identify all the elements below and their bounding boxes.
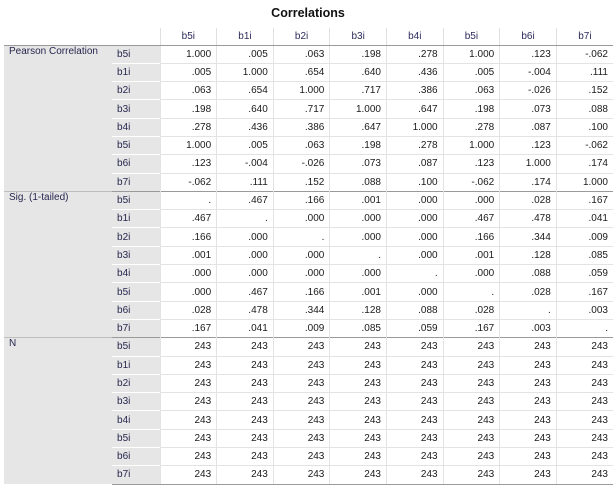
table-cell: .640 [330, 63, 387, 81]
table-cell: .005 [217, 45, 274, 63]
table-cell: .059 [386, 319, 443, 337]
table-cell: 243 [160, 338, 217, 356]
table-cell: 1.000 [273, 82, 330, 100]
table-cell: 243 [273, 338, 330, 356]
table-cell: 243 [273, 448, 330, 466]
table-cell: 243 [386, 466, 443, 484]
row-label: b7i [112, 173, 160, 191]
table-cell: 243 [500, 448, 557, 466]
table-cell: .000 [160, 265, 217, 283]
table-cell: .028 [500, 283, 557, 301]
table-cell: .041 [217, 319, 274, 337]
row-label: b5i [112, 191, 160, 209]
table-cell: .436 [386, 63, 443, 81]
row-label: b2i [112, 82, 160, 100]
table-cell: . [443, 283, 500, 301]
table-cell: .073 [330, 155, 387, 173]
table-cell: .386 [386, 82, 443, 100]
table-cell: .063 [273, 136, 330, 154]
table-cell: .478 [500, 210, 557, 228]
row-label: b4i [112, 118, 160, 136]
table-cell: -.004 [217, 155, 274, 173]
table-cell: 243 [443, 429, 500, 447]
table-row [4, 191, 613, 209]
table-cell: .000 [273, 210, 330, 228]
table-cell: 243 [217, 448, 274, 466]
table-cell: .647 [386, 100, 443, 118]
table-cell: .028 [500, 191, 557, 209]
table-cell: 243 [500, 393, 557, 411]
table-cell: .088 [500, 265, 557, 283]
table-cell: .467 [217, 191, 274, 209]
row-label: b5i [112, 283, 160, 301]
row-label: b6i [112, 301, 160, 319]
header-blank-row [112, 28, 160, 45]
table-cell: .344 [273, 301, 330, 319]
table-cell: .085 [330, 319, 387, 337]
table-cell: .088 [330, 173, 387, 191]
table-cell: 243 [160, 466, 217, 484]
table-cell: 243 [386, 429, 443, 447]
table-cell: .344 [500, 228, 557, 246]
table-cell: .167 [556, 283, 613, 301]
header-blank-group [4, 28, 112, 45]
table-cell: 243 [386, 338, 443, 356]
table-cell: 243 [330, 448, 387, 466]
table-cell: 243 [500, 429, 557, 447]
table-cell: .028 [160, 301, 217, 319]
table-cell: 243 [160, 356, 217, 374]
table-cell: 243 [330, 429, 387, 447]
table-cell: .174 [556, 155, 613, 173]
row-label: b5i [112, 429, 160, 447]
table-cell: 243 [556, 393, 613, 411]
table-cell: .000 [386, 228, 443, 246]
row-label: b5i [112, 136, 160, 154]
table-cell: 1.000 [330, 100, 387, 118]
table-cell: .152 [273, 173, 330, 191]
table-cell: 243 [443, 338, 500, 356]
table-cell: .278 [386, 136, 443, 154]
table-cell: 243 [273, 466, 330, 484]
table-cell: .174 [500, 173, 557, 191]
table-cell: -.062 [160, 173, 217, 191]
table-cell: 243 [160, 429, 217, 447]
table-cell: .123 [443, 155, 500, 173]
table-cell: .000 [330, 228, 387, 246]
group-label: N [4, 338, 112, 484]
table-cell: .000 [386, 210, 443, 228]
table-cell: 243 [217, 338, 274, 356]
table-cell: .647 [330, 118, 387, 136]
table-cell: 243 [273, 356, 330, 374]
table-cell: .003 [556, 301, 613, 319]
table-cell: .128 [330, 301, 387, 319]
table-cell: .198 [330, 136, 387, 154]
correlations-table [4, 28, 613, 485]
table-cell: .111 [217, 173, 274, 191]
column-header: b5i [160, 28, 217, 45]
table-cell: .166 [160, 228, 217, 246]
row-label: b5i [112, 338, 160, 356]
header-row [4, 28, 613, 45]
table-cell: . [160, 191, 217, 209]
table-cell: .000 [160, 283, 217, 301]
table-cell: 1.000 [443, 136, 500, 154]
table-cell: .654 [273, 63, 330, 81]
table-cell: 243 [443, 448, 500, 466]
table-cell: 1.000 [217, 63, 274, 81]
table-cell: 243 [217, 411, 274, 429]
table-cell: 243 [330, 466, 387, 484]
table-cell: -.062 [443, 173, 500, 191]
table-cell: 243 [556, 338, 613, 356]
table-cell: .005 [443, 63, 500, 81]
table-cell: .063 [273, 45, 330, 63]
table-cell: 243 [500, 374, 557, 392]
table-cell: 243 [556, 411, 613, 429]
table-row [4, 45, 613, 63]
table-cell: 1.000 [500, 155, 557, 173]
table-cell: . [273, 228, 330, 246]
group-label: Pearson Correlation [4, 45, 112, 191]
table-cell: 243 [330, 393, 387, 411]
table-cell: -.004 [500, 63, 557, 81]
table-cell: .278 [386, 45, 443, 63]
table-cell: -.026 [273, 155, 330, 173]
table-cell: .100 [556, 118, 613, 136]
table-cell: .000 [217, 246, 274, 264]
table-cell: . [500, 301, 557, 319]
table-cell: 243 [556, 429, 613, 447]
table-cell: .001 [330, 283, 387, 301]
table-cell: .001 [160, 246, 217, 264]
row-label: b6i [112, 155, 160, 173]
row-label: b7i [112, 319, 160, 337]
table-cell: 1.000 [556, 173, 613, 191]
table-cell: .436 [217, 118, 274, 136]
table-cell: .100 [386, 173, 443, 191]
table-cell: .000 [443, 191, 500, 209]
table-cell: .278 [160, 118, 217, 136]
row-label: b5i [112, 45, 160, 63]
table-cell: 1.000 [160, 136, 217, 154]
column-header: b7i [556, 28, 613, 45]
table-cell: 243 [500, 411, 557, 429]
table-cell: 243 [386, 411, 443, 429]
table-cell: .467 [160, 210, 217, 228]
table-cell: 243 [443, 411, 500, 429]
table-cell: 243 [443, 393, 500, 411]
table-cell: .088 [386, 301, 443, 319]
table-cell: 243 [160, 411, 217, 429]
table-cell: 243 [386, 448, 443, 466]
table-cell: .467 [217, 283, 274, 301]
table-cell: .000 [273, 265, 330, 283]
row-label: b4i [112, 411, 160, 429]
table-cell: .166 [273, 283, 330, 301]
row-label: b6i [112, 448, 160, 466]
table-cell: .003 [500, 319, 557, 337]
table-cell: 243 [217, 356, 274, 374]
table-cell: 243 [556, 448, 613, 466]
column-header: b5i [443, 28, 500, 45]
table-cell: 243 [386, 356, 443, 374]
table-cell: .063 [160, 82, 217, 100]
column-header: b1i [217, 28, 274, 45]
group-label: Sig. (1-tailed) [4, 191, 112, 337]
row-label: b2i [112, 228, 160, 246]
table-cell: 243 [330, 356, 387, 374]
table-cell: .000 [330, 265, 387, 283]
table-cell: .123 [160, 155, 217, 173]
table-cell: .059 [556, 265, 613, 283]
table-cell: 243 [556, 356, 613, 374]
table-cell: 243 [160, 374, 217, 392]
table-cell: .085 [556, 246, 613, 264]
table-cell: .167 [556, 191, 613, 209]
row-label: b3i [112, 246, 160, 264]
table-cell: .087 [386, 155, 443, 173]
table-row [4, 338, 613, 356]
column-header: b2i [273, 28, 330, 45]
table-cell: .000 [443, 265, 500, 283]
table-cell: 243 [330, 411, 387, 429]
table-cell: 243 [273, 374, 330, 392]
table-cell: .000 [217, 228, 274, 246]
table-cell: .005 [217, 136, 274, 154]
column-header: b4i [386, 28, 443, 45]
table-cell: 243 [386, 393, 443, 411]
table-cell: .009 [556, 228, 613, 246]
table-cell: . [330, 246, 387, 264]
table-cell: -.062 [556, 136, 613, 154]
table-cell: .467 [443, 210, 500, 228]
table-cell: .166 [443, 228, 500, 246]
table-cell: 243 [217, 466, 274, 484]
table-cell: .000 [386, 191, 443, 209]
table-cell: 1.000 [443, 45, 500, 63]
table-cell: 1.000 [160, 45, 217, 63]
table-cell: 243 [443, 466, 500, 484]
table-cell: .005 [160, 63, 217, 81]
column-header: b3i [330, 28, 387, 45]
table-cell: .278 [443, 118, 500, 136]
table-cell: .001 [330, 191, 387, 209]
table-cell: .000 [330, 210, 387, 228]
table-cell: 243 [273, 411, 330, 429]
table-cell: 243 [330, 374, 387, 392]
table-cell: 243 [556, 374, 613, 392]
table-cell: 243 [217, 393, 274, 411]
table-cell: .073 [500, 100, 557, 118]
table-cell: .167 [443, 319, 500, 337]
table-cell: .000 [386, 283, 443, 301]
table-cell: 243 [500, 466, 557, 484]
table-cell: .198 [443, 100, 500, 118]
column-header: b6i [500, 28, 557, 45]
table-cell: 243 [443, 374, 500, 392]
table-cell: 243 [500, 356, 557, 374]
row-label: b7i [112, 466, 160, 484]
table-cell: .041 [556, 210, 613, 228]
table-cell: 243 [160, 393, 217, 411]
table-cell: .123 [500, 45, 557, 63]
row-label: b1i [112, 63, 160, 81]
table-cell: .028 [443, 301, 500, 319]
table-cell: .001 [443, 246, 500, 264]
row-label: b3i [112, 100, 160, 118]
row-label: b2i [112, 374, 160, 392]
table-cell: .087 [500, 118, 557, 136]
table-cell: 243 [556, 466, 613, 484]
table-cell: .152 [556, 82, 613, 100]
table-cell: 243 [160, 448, 217, 466]
table-cell: .000 [217, 265, 274, 283]
table-cell: 243 [330, 338, 387, 356]
table-cell: . [386, 265, 443, 283]
table-cell: .111 [556, 63, 613, 81]
table-cell: .088 [556, 100, 613, 118]
table-cell: 243 [217, 429, 274, 447]
table-cell: .478 [217, 301, 274, 319]
table-cell: .000 [273, 246, 330, 264]
table-cell: .000 [386, 246, 443, 264]
table-cell: .009 [273, 319, 330, 337]
table-cell: 243 [443, 356, 500, 374]
row-label: b3i [112, 393, 160, 411]
row-label: b4i [112, 265, 160, 283]
table-cell: 1.000 [386, 118, 443, 136]
table-cell: 243 [273, 429, 330, 447]
table-cell: -.026 [500, 82, 557, 100]
table-cell: .123 [500, 136, 557, 154]
table-cell: -.062 [556, 45, 613, 63]
table-cell: .717 [273, 100, 330, 118]
table-cell: 243 [217, 374, 274, 392]
table-cell: .063 [443, 82, 500, 100]
table-cell: .167 [160, 319, 217, 337]
row-label: b1i [112, 210, 160, 228]
table-cell: .654 [217, 82, 274, 100]
table-cell: .128 [500, 246, 557, 264]
table-cell: 243 [273, 393, 330, 411]
table-cell: .386 [273, 118, 330, 136]
table-cell: .717 [330, 82, 387, 100]
table-cell: . [556, 319, 613, 337]
table-cell: .640 [217, 100, 274, 118]
table-cell: 243 [500, 338, 557, 356]
table-cell: .198 [330, 45, 387, 63]
row-label: b1i [112, 356, 160, 374]
table-title: Correlations [271, 6, 345, 20]
table-cell: 243 [386, 374, 443, 392]
table-cell: .198 [160, 100, 217, 118]
table-cell: .166 [273, 191, 330, 209]
table-cell: . [217, 210, 274, 228]
